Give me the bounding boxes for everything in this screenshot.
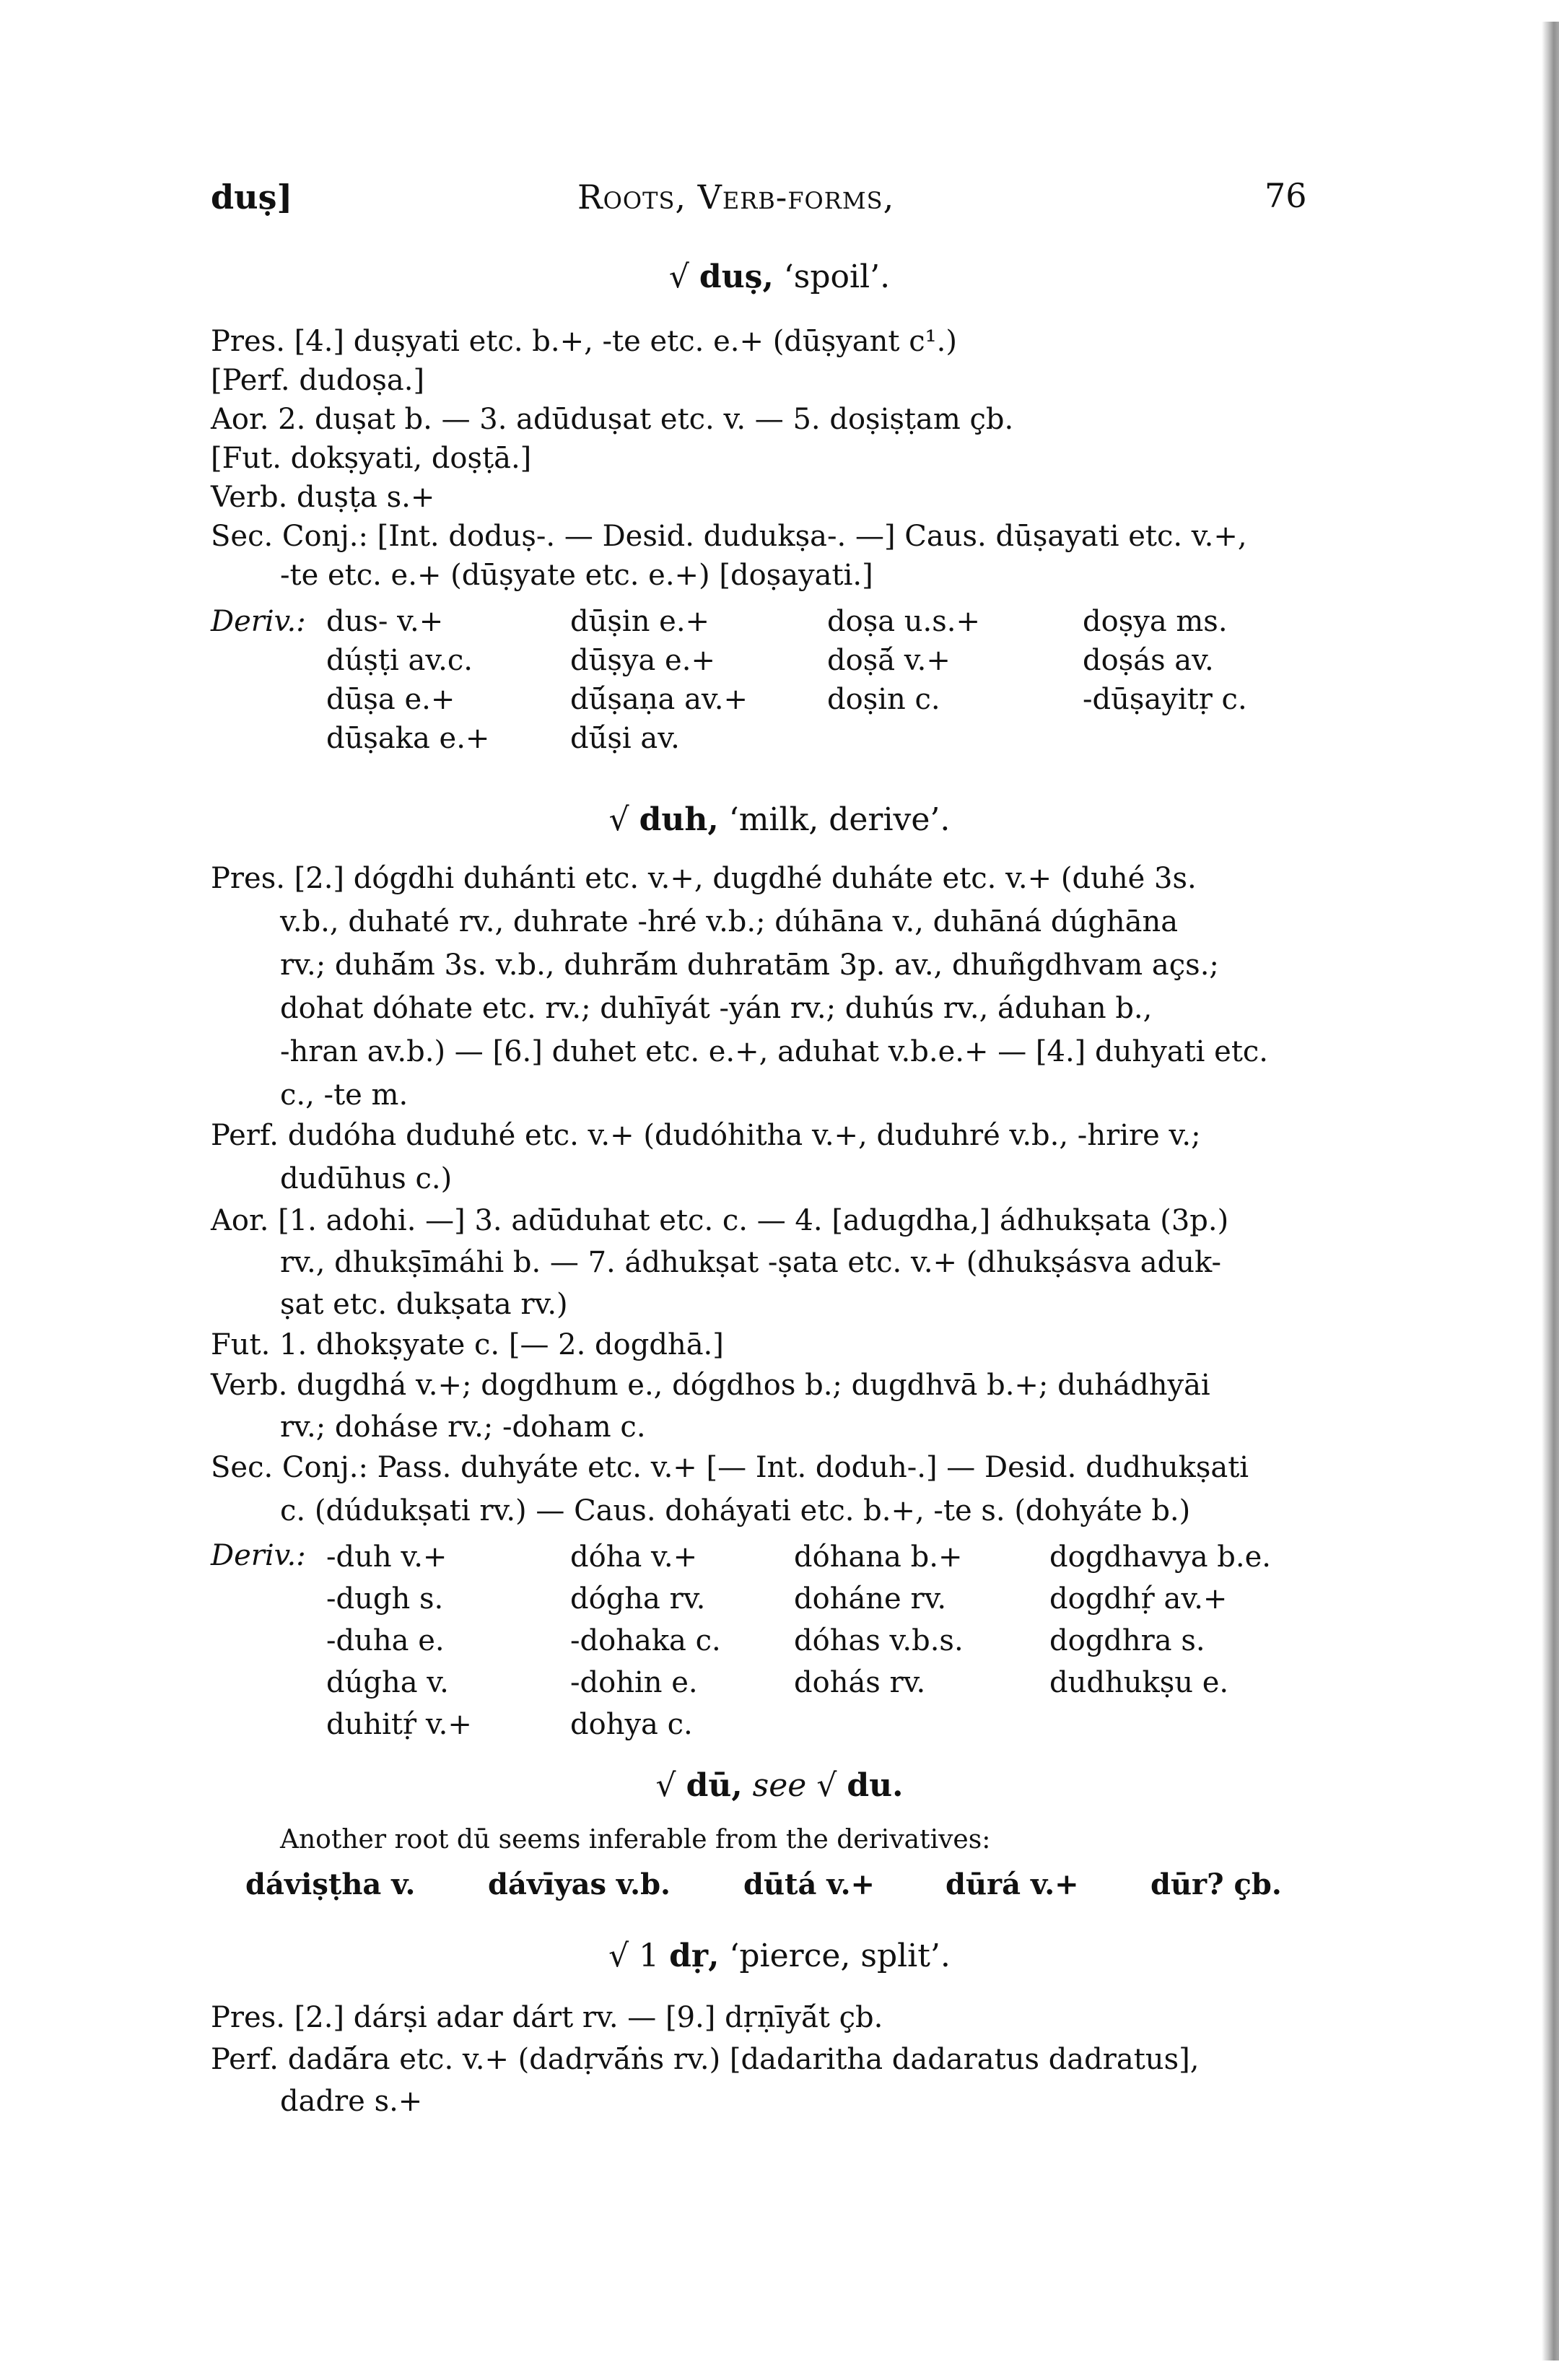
deriv-item: dūṣin e.+ [570,605,710,638]
deriv-item: dūṣya e.+ [570,644,715,677]
deriv-item: dúṣṭi av.c. [326,644,473,677]
du-deriv: dūr? çb. [1150,1867,1282,1901]
du-deriv: dávīyas v.b. [488,1867,671,1901]
du-deriv: dáviṣṭha v. [245,1867,416,1901]
entry-title-duh [0,801,1559,838]
deriv-item: dus- v.+ [326,605,444,638]
duh-line: Perf. dudóha duduhé etc. v.+ (dudóhitha v.+, duduhré v.b., -hrire v.; [211,1119,1201,1152]
entry-title-du [0,1767,1559,1804]
deriv-item: doṣin c. [827,683,940,716]
deriv-item: duhitṛ́ v.+ [326,1708,472,1741]
du-note: Another root dū seems inferable from the derivatives: [280,1825,991,1854]
header-left: duṣ] [211,178,293,217]
deriv-label: Deriv.: [211,1539,306,1572]
deriv-item: dógha rv. [570,1582,706,1616]
duh-line: Aor. [1. adohi. —] 3. adūduhat etc. c. — 4. [adugdha,] ádhukṣata (3p.) [211,1204,1229,1237]
duh-line: Verb. dugdhá v.+; dogdhum e., dógdhos b.; dugdhvā b.+; duhádhyāi [211,1369,1210,1402]
duh-line: rv.; doháse rv.; -doham c. [280,1411,646,1444]
dus-line: [Fut. dokṣyati, doṣṭā.] [211,442,532,475]
deriv-item: dogdhṛ́ av.+ [1049,1582,1228,1616]
duh-line: rv., dhukṣīmáhi b. — 7. ádhukṣat -ṣata etc. v.+ (dhukṣásva aduk- [280,1246,1222,1279]
deriv-item: -duh v.+ [326,1540,447,1574]
dus-line: [Perf. dudoṣa.] [211,364,425,397]
deriv-item: dū́ṣi av. [570,722,680,755]
du-deriv: dūtá v.+ [743,1867,875,1901]
duh-line: Pres. [2.] dógdhi duhánti etc. v.+, dugdhé duháte etc. v.+ (duhé 3s. [211,862,1197,895]
deriv-item: -dohin e. [570,1666,698,1699]
deriv-item: dū́ṣaṇa av.+ [570,683,748,716]
deriv-item: dóha v.+ [570,1540,698,1574]
entry-root: duh, [639,801,719,838]
deriv-item: dūṣa e.+ [326,683,455,716]
duh-line: rv.; duhā́m 3s. v.b., duhrā́m duhratām 3p. av., dhuñgdhvam açs.; [280,949,1219,982]
deriv-item: doháne rv. [794,1582,947,1616]
deriv-item: dohya c. [570,1708,693,1741]
dus-line: Verb. duṣṭa s.+ [211,481,435,514]
deriv-item: dohás rv. [794,1666,926,1699]
root-sign-icon: √ [816,1767,837,1804]
duh-line: c. (dúdukṣati rv.) — Caus. doháyati etc. b.+, -te s. (dohyáte b.) [280,1494,1191,1527]
entry-gloss: ‘milk, derive’. [728,801,951,838]
deriv-item: doṣás av. [1083,644,1214,677]
header-center: Roots, Verb-forms, [577,178,895,217]
entry-gloss: ‘spoil’. [783,258,891,295]
deriv-column [1049,1536,1271,1704]
deriv-column [827,602,980,719]
duh-line: Sec. Conj.: Pass. duhyáte etc. v.+ [— Int. doduh-.] — Desid. dudhukṣati [211,1451,1249,1484]
deriv-item: dogdhra s. [1049,1624,1205,1657]
deriv-column [570,602,748,758]
dr-line: dadre s.+ [280,2085,423,2118]
entry-title-dus [0,258,1559,295]
duh-line: c., -te m. [280,1078,409,1112]
page-number: 76 [1265,176,1307,215]
root-sign-icon: √ [608,1937,629,1974]
entry-title-dr [0,1937,1559,1974]
duh-line: dudūhus c.) [280,1162,453,1195]
dus-line: Sec. Conj.: [Int. doduṣ-. — Desid. dudukṣa-. —] Caus. dūṣayati etc. v.+, [211,520,1247,553]
deriv-item: -dohaka c. [570,1624,721,1657]
dus-line: Aor. 2. duṣat b. — 3. adūduṣat etc. v. — 5. doṣiṣṭam çb. [211,403,1014,436]
deriv-item: dudhukṣu e. [1049,1666,1229,1699]
deriv-column [326,1536,472,1745]
duh-line: dohat dóhate etc. rv.; duhīyát -yán rv.; duhús rv., áduhan b., [280,992,1153,1025]
deriv-item: -duha e. [326,1624,445,1657]
entry-root: dū, [686,1767,743,1804]
deriv-column [1083,602,1247,719]
du-deriv: dūrá v.+ [946,1867,1079,1901]
deriv-item: dogdhavya b.e. [1049,1540,1271,1574]
deriv-item: doṣya ms. [1083,605,1228,638]
page-edge-shadow [1542,22,1559,2361]
entry-see: see [752,1767,807,1804]
deriv-item: -dugh s. [326,1582,444,1616]
deriv-column [570,1536,721,1745]
entry-root: dṛ, [669,1937,720,1974]
root-sign-icon: √ [608,801,629,838]
dr-line: Perf. dadā́ra etc. v.+ (dadṛvā́ṅs rv.) [dadaritha dadaratus dadratus], [211,2043,1200,2076]
duh-line: -hran av.b.) — [6.] duhet etc. e.+, aduhat v.b.e.+ — [4.] duhyati etc. [280,1035,1269,1068]
duh-line: ṣat etc. dukṣata rv.) [280,1288,568,1321]
entry-gloss: ‘pierce, split’. [729,1937,951,1974]
entry-root: duṣ, [699,258,774,295]
root-sign-icon: √ [668,258,689,295]
dr-line: Pres. [2.] dárṣi adar dárt rv. — [9.] dṛṇīyā́t çb. [211,2001,883,2034]
entry-ref: du. [847,1767,904,1804]
deriv-label: Deriv.: [211,605,306,638]
duh-line: v.b., duhaté rv., duhrate -hré v.b.; dúhāna v., duhāná dúghāna [280,905,1179,938]
deriv-item: dóhana b.+ [794,1540,963,1574]
deriv-item: doṣā́ v.+ [827,644,951,677]
dus-line: -te etc. e.+ (dūṣyate etc. e.+) [doṣayati.] [280,559,873,592]
deriv-column [794,1536,964,1704]
deriv-item: -dūṣayitṛ c. [1083,683,1247,716]
entry-number: 1 [639,1937,660,1974]
deriv-item: dūṣaka e.+ [326,722,490,755]
dus-line: Pres. [4.] duṣyati etc. b.+, -te etc. e.+ (dūṣyant c¹.) [211,325,957,358]
deriv-item: dúgha v. [326,1666,449,1699]
deriv-column [326,602,489,758]
root-sign-icon: √ [655,1767,676,1804]
deriv-item: doṣa u.s.+ [827,605,981,638]
duh-line: Fut. 1. dhokṣyate c. [— 2. dogdhā.] [211,1328,724,1361]
deriv-item: dóhas v.b.s. [794,1624,964,1657]
